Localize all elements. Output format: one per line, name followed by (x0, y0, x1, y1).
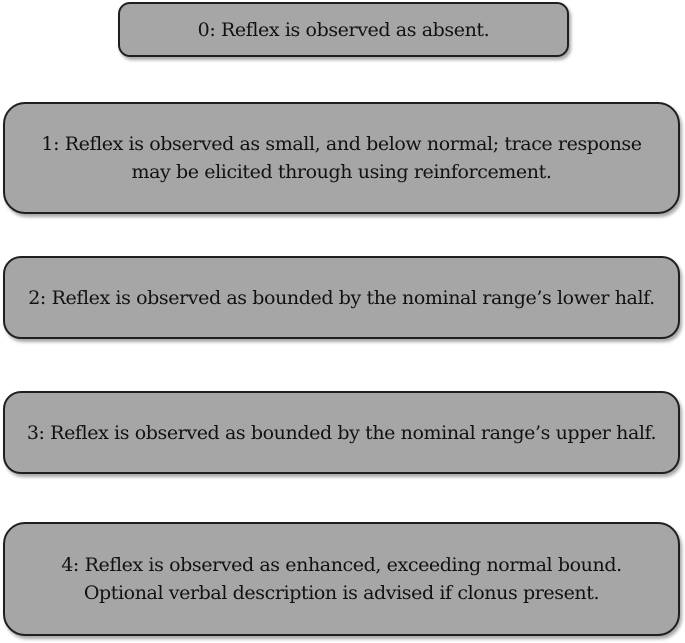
grade-4-box (3, 522, 680, 636)
grade-1-text (31, 130, 651, 186)
grade-0-text (188, 16, 500, 44)
grade-2-box (3, 256, 680, 339)
grade-3-line-1: 3: Reflex is observed as bounded by the nominal range’s upper half. (26, 421, 657, 444)
grade-4-line-1: 4: Reflex is observed as enhanced, exceeding normal bound. (61, 554, 622, 576)
grade-3-box (3, 391, 680, 474)
grade-1-line-2: may be elicited through using reinforcement. (131, 161, 552, 183)
grade-1-box (3, 102, 680, 214)
grade-2-line-1: 2: Reflex is observed as bounded by the nominal range’s lower half. (28, 286, 655, 309)
grade-0-box (118, 2, 569, 57)
grade-0-line-1: 0: Reflex is observed as absent. (197, 18, 490, 41)
grade-2-text (18, 284, 665, 312)
grade-3-text (17, 419, 666, 447)
grade-4-line-2: Optional verbal description is advised if clonus present. (83, 582, 600, 604)
grade-1-line-1: 1: Reflex is observed as small, and below normal; trace response (41, 133, 642, 155)
grade-4-text (51, 551, 632, 607)
